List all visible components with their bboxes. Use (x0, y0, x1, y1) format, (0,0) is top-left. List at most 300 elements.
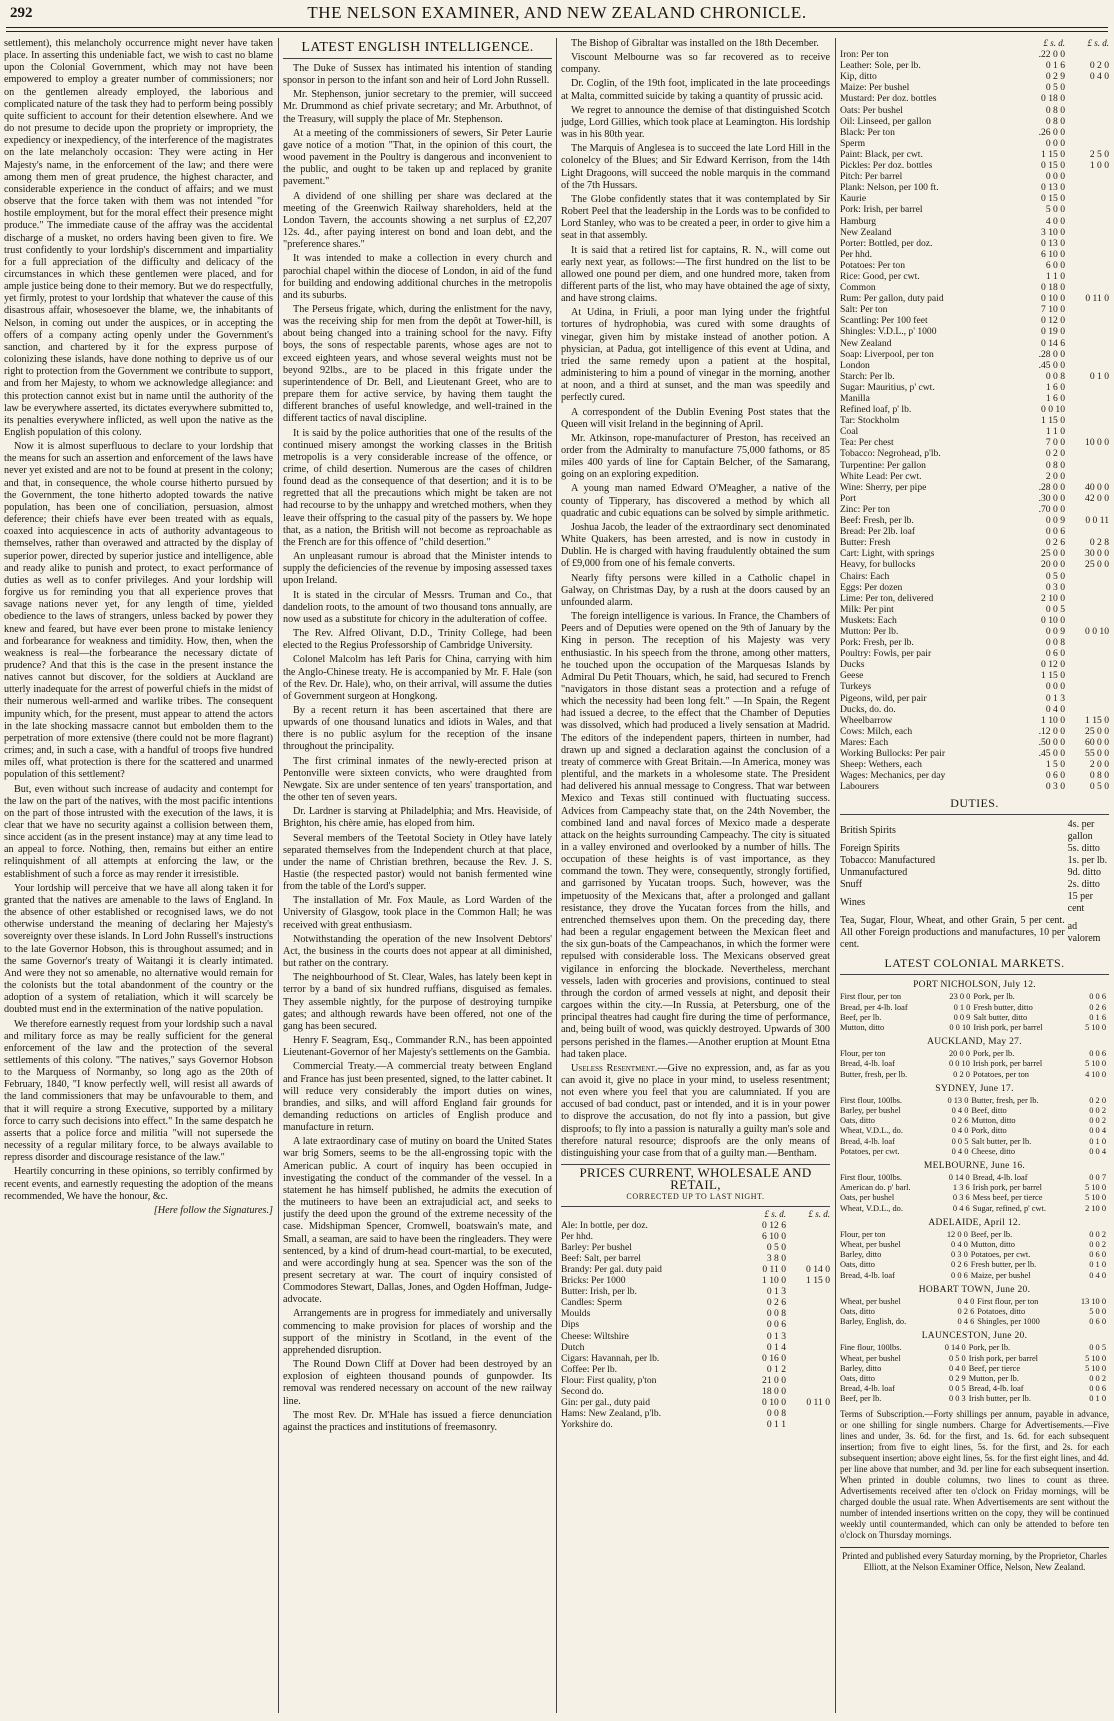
price-high (1065, 271, 1109, 282)
price-row (561, 1375, 830, 1386)
price-item: Cheese: Wiltshire (561, 1330, 629, 1342)
price-row (840, 626, 1109, 637)
price-item: Turpentine: Per gallon (840, 459, 926, 471)
price-item: Sperm (840, 137, 866, 149)
price-row (840, 404, 1109, 415)
price-row (840, 171, 1109, 182)
price-row (561, 1342, 830, 1353)
market-price: 0 2 0 (1089, 1095, 1106, 1105)
price-low: 0 13 0 (1041, 237, 1065, 249)
news-paragraph: A young man named Edward O'Meagher, a native of the county of Tipperary, has discovered a method by which all quadratic and cubic equations can be solved by simple arithmetic. (561, 483, 830, 519)
duty-rate: ad valorem (1067, 921, 1101, 945)
price-item: New Zealand (840, 226, 892, 238)
column-3 (561, 38, 830, 1713)
price-item: London (840, 359, 870, 371)
market-item: First flour, per ton (840, 992, 902, 1002)
price-low: 25 0 0 (1041, 548, 1065, 560)
price-row (840, 160, 1109, 171)
price-low: 0 0 8 (1045, 637, 1065, 649)
price-low: 0 1 3 (1045, 692, 1065, 704)
price-low: 1 1 0 (1045, 426, 1065, 438)
paragraph: Your lordship will perceive that we have all along taken it for granted that the natives are amenable to the laws of England. In the absence of other established or recognised laws, we do not otherwise understand the meaning of declaring her Majesty's sovereignty over these islands. In Lord John Russell's instructions to the late Governor Hobson, this is throughout assumed; and in the same Governor's treaty of Waitangi it is clearly intimated. And were they not so amenable, no alternative would remain for the colonists but the total abandonment of the country or the adoption of a system of retaliation, which it will scarcely be doubted must end in the extermination of the native population. (4, 882, 273, 1016)
price-high (1065, 182, 1109, 193)
price-item: Cows: Milch, each (840, 725, 913, 737)
market-item: Bread, 4-lb. loaf (968, 1384, 1024, 1394)
price-item: Per hhd. (840, 248, 872, 260)
price-high (1065, 238, 1109, 249)
price-row (561, 1220, 830, 1231)
price-low: .26 0 0 (1038, 126, 1065, 138)
news-paragraph: Dr. Coglin, of the 19th foot, implicated in the late proceedings at Malta, committed suicide by taking a quantity of prussic acid. (561, 78, 830, 102)
market-item: Beef, per tierce (968, 1363, 1021, 1373)
market-price: 0 2 6 (951, 1116, 969, 1126)
market-item: Potatoes, per cwt. (840, 1146, 900, 1156)
price-high (1065, 349, 1109, 360)
price-row (840, 382, 1109, 393)
market-place: MELBOURNE, June 16. (923, 1161, 1026, 1172)
price-item: Manilla (840, 393, 870, 404)
price-high: 0 5 0 (1089, 781, 1109, 793)
market-price: 0 1 0 (1089, 1136, 1106, 1146)
price-low: 1 5 0 (1045, 759, 1065, 771)
price-high (1065, 282, 1109, 293)
market-price: 0 0 4 (1089, 1126, 1106, 1136)
price-high (1065, 659, 1109, 670)
price-row (840, 216, 1109, 227)
market-item: Bread, per 4-lb. loaf (840, 1002, 908, 1012)
price-item: Paint: Black, per cwt. (840, 148, 923, 160)
price-low: 0 8 0 (1045, 104, 1065, 116)
market-place: LAUNCESTON, June 20. (921, 1331, 1028, 1342)
market-item: First flour, 100lbs. (840, 1095, 903, 1105)
price-low: 0 1 3 (766, 1286, 786, 1298)
market-place: SYDNEY, June 17. (935, 1083, 1014, 1094)
duty-row (840, 867, 1109, 879)
news-paragraph: Nearly fifty persons were killed in a Catholic chapel in Galway, on Christmas Day, by a rush at the doors caused by an unfounded alarm. (561, 572, 830, 608)
duty-item: Snuff (840, 879, 863, 891)
price-low: 0 1 6 (1045, 60, 1065, 72)
duty-row (840, 855, 1109, 867)
price-item: Mustard: Per doz. bottles (840, 93, 937, 105)
market-place: PORT NICHOLSON, July 12. (913, 980, 1036, 991)
price-item: Coal (840, 426, 859, 438)
market-price: 0 0 2 (1089, 1116, 1106, 1126)
news-paragraph: Joshua Jacob, the leader of the extraordinary sect denominated White Quakers, has been arrested, and is now in custody in Dublin. He is charged with having fraudulently obtained the sum of £9,000 from one of his female converts. (561, 521, 830, 570)
price-row (840, 105, 1109, 116)
market-row (840, 1250, 1109, 1260)
market-row (840, 1013, 1109, 1023)
price-low: 21 0 0 (762, 1374, 786, 1386)
news-paragraph: It is stated in the circular of Messrs. Truman and Co., that dandelion roots, to the amount of two thousand tons annually, are now used as a substitute for chicory in the adulteration of coffee. (283, 589, 552, 625)
news-paragraph: The first criminal inmates of the newly-erected prison at Pentonville were sixteen convicts, who were draughted from Newgate. Six are under sentence of ten years' transportation, and the other ten of seven years. (283, 755, 552, 804)
price-item: Barley: Per bushel (561, 1241, 632, 1253)
price-item: Pitch: Per barrel (840, 171, 903, 183)
market-price: 5 0 0 (1089, 1307, 1106, 1317)
running-header (0, 0, 1114, 26)
news-paragraph: The Duke of Sussex has intimated his intention of standing sponsor in person to the infant son and heir of Lord John Russell. (283, 63, 552, 87)
market-table (840, 1297, 1109, 1328)
price-row (840, 471, 1109, 482)
price-low: 0 10 0 (1041, 293, 1065, 305)
price-item: Beef: Salt, per barrel (561, 1252, 641, 1264)
price-low: 0 1 4 (766, 1341, 786, 1353)
market-price: 0 2 6 (1089, 1002, 1106, 1012)
price-low: .45 0 0 (1038, 748, 1065, 759)
price-low: 0 5 0 (1045, 570, 1065, 582)
price-high (1065, 471, 1109, 482)
market-item: Potatoes, per ton (972, 1069, 1029, 1079)
market-price: 0 6 0 (1089, 1317, 1106, 1327)
news-paragraph: The Rev. Alfred Olivant, D.D., Trinity College, had been elected to the Regius Professorship of Cambridge University. (283, 628, 552, 652)
market-item: Bread, 4-lb. loaf (840, 1384, 895, 1394)
units-row: £ s. d. £ s. d. (764, 1208, 830, 1219)
duty-item: Foreign Spirits (840, 843, 900, 855)
market-item: Beef, per lb. (840, 1394, 882, 1404)
price-low: 0 1 1 (766, 1419, 786, 1431)
price-item: Heavy, for bullocks (840, 559, 916, 571)
column-divider (556, 38, 557, 1713)
market-table (840, 992, 1109, 1033)
market-row (840, 1354, 1109, 1364)
colonial-markets (840, 979, 1109, 1404)
market-row (840, 1260, 1109, 1270)
price-high (1065, 105, 1109, 116)
price-high: 42 0 0 (1085, 492, 1109, 504)
price-row (840, 304, 1109, 315)
market-row (840, 1307, 1109, 1317)
price-low: 1 15 0 (1041, 415, 1065, 427)
price-low: 0 2 6 (1045, 537, 1065, 549)
price-high (786, 1331, 830, 1342)
price-low: 1 15 0 (1041, 148, 1065, 160)
market-item: Pork, ditto (971, 1126, 1007, 1136)
price-high (1065, 593, 1109, 604)
market-row (840, 1240, 1109, 1250)
price-high (1065, 49, 1109, 60)
market-item: Fresh butter, per lb. (970, 1260, 1037, 1270)
market-item: Irish pork, per barrel (972, 1059, 1043, 1069)
price-low: 0 3 0 (1045, 781, 1065, 793)
price-row (840, 737, 1109, 748)
price-item: Rice: Good, per cwt. (840, 270, 920, 282)
market-row (840, 1106, 1109, 1116)
price-item: Geese (840, 670, 864, 682)
price-row (840, 448, 1109, 459)
price-high (1065, 404, 1109, 415)
price-high (786, 1386, 830, 1397)
price-high: 0 2 0 (1089, 60, 1109, 72)
duty-rate: 4s. per gallon (1067, 819, 1095, 843)
price-row (840, 338, 1109, 349)
market-item: Salt butter, ditto (973, 1012, 1028, 1022)
price-item: White Lead: Per cwt. (840, 470, 922, 482)
price-high: 1 15 0 (806, 1275, 830, 1287)
market-item: American do. p' barl. (840, 1183, 911, 1193)
news-paragraph: The foreign intelligence is various. In France, the Chambers of Peers and of Deputies were opened on the 9th of January by the King in person. The reception of his Majesty was very enthusiastic. In his speech from the throne, among other matters, he touched upon the occupation of the Marquesas Islands by Admiral Du Petit Thouars, which, he said, had secured to French "navigators in those distant seas a protection and a refuge of which the necessity had been long felt." —In Spain, the Regent had issued a decree, to the effect that the Chamber of Deputies was dissolved, which had produced a lively sensation at Madrid. The editors of the independent papers, thirteen in number, had drawn up and signed a declaration against the conclusion of a treaty of commerce with Great Britain.—In America, money was plentiful, and the markets in a wholesome state. The President had delivered his annual message to Congress. That war between Mexico and Texas still continued with fluctuating success. Advices from Campeachy state that, on the 24th November, the combined land and naval forces of Mexico made a desperate attack on the heights surrounding Campeachy. The city is situated in a valley environed and overlooked by a number of hills. The occupation of these heights is of vast importance, as they command the town. They were, consequently, strongly fortified, and garrisoned by Yucatan troops. Such, however, was the impetuosity of the Mexicans that, after a prolonged and gallant resistance, they drove the Yucatan forces from the hills, and entrenched themselves upon them. On the preceding day, there had been a regular engagement between the Mexican fleet and the six gun-boats of the Campeachanos, in which the former were repulsed with considerable loss. The Mexicans observed great vigilance in enforcing the blockade. Nevertheless, merchant vessels, laden with groceries and provisions, continued to steal through the cordon of armed vessels at night, and deposit their cargoes within the city.—In Russia, at Petersburg, one of the principal theatres had caught fire during the time of performance, and, being built of wood, was quickly destroyed. Upwards of 300 persons perished in the flames.—Another eruption at Mount Etna had taken place. (561, 611, 830, 1060)
market-item: Bread, 4-lb. loaf (840, 1059, 895, 1069)
price-row (840, 604, 1109, 615)
market-price: 0 0 3 (948, 1394, 966, 1404)
duty-row (840, 891, 1109, 915)
news-paragraph: The Marquis of Anglesea is to succeed the late Lord Hill in the colonelcy of the Blues; and Sir Edward Kerrison, from the 14th Light Dragoons, will succeed the noble marquis in the command of the 7th Hussars. (561, 143, 830, 191)
duty-item: British Spirits (840, 825, 896, 837)
useless-heading: Useless Resentment. (571, 1062, 658, 1074)
paragraph: But, even without such increase of audacity and contempt for the law on the part of the natives, with the most pacific intentions on the part of those intrusted with the execution of the laws, it is clear that we have no security against a collision between them, since accident (as in the present instance) may at any time lead to an appeal to force. Nothing, then, remains but either an entire relinquishment of all attempts at enforcing the law, or the establishment of such a force as may render it irresistible. (4, 783, 273, 880)
market-item: Mutton, ditto (970, 1240, 1015, 1250)
price-item: Potatoes: Per ton (840, 259, 906, 271)
price-item: Shingles: V.D.L., p' 1000 (840, 326, 937, 338)
market-row (840, 1096, 1109, 1106)
price-item: Scantling: Per 100 feet (840, 315, 928, 327)
market-price: 0 4 0 (951, 1240, 968, 1250)
price-high (786, 1286, 830, 1297)
news-paragraph: At Udina, in Friuli, a poor man lying under the frightful tortures of hydrophobia, was cured with some draughts of vinegar, given him by mistake instead of another potion. A physician, at Padua, got intelligence of this event at Udina, and tried the same remedy upon a patient at the hospital, administering to him a pound of vinegar in the morning, another at noon, and a third at sunset, and the man was speedily and perfectly cured. (561, 307, 830, 404)
market-item: Potatoes, ditto (977, 1307, 1026, 1317)
price-high (786, 1220, 830, 1231)
price-high (1065, 171, 1109, 182)
price-row (561, 1231, 830, 1242)
market-row (840, 1343, 1109, 1353)
market-price: 12 0 0 (946, 1229, 968, 1239)
price-item: New Zealand (840, 337, 892, 349)
price-item: Turkeys (840, 681, 872, 693)
price-high (1065, 604, 1109, 615)
market-place: AUCKLAND, May 27. (927, 1037, 1022, 1048)
price-item: Pork: Irish, per barrel (840, 204, 923, 216)
price-high (1065, 637, 1109, 648)
market-row (840, 1193, 1109, 1203)
market-price: 0 2 9 (948, 1374, 966, 1384)
price-high: 55 0 0 (1085, 748, 1109, 759)
price-low: 7 0 0 (1045, 437, 1065, 449)
price-item: Candles: Sperm (561, 1297, 623, 1309)
price-row (840, 60, 1109, 71)
market-price: 0 0 4 (1089, 1146, 1106, 1156)
price-row (840, 704, 1109, 715)
market-item: Cheese, ditto (971, 1146, 1016, 1156)
price-row (840, 138, 1109, 149)
price-row (840, 493, 1109, 504)
news-paragraph: An unpleasant rumour is abroad that the Minister intends to supply the deficiencies of the revenue by imposing assessed taxes upon Ireland. (283, 551, 552, 587)
price-row (840, 781, 1109, 792)
column-divider (835, 38, 836, 1713)
market-item: Salt butter, per lb. (971, 1136, 1032, 1146)
price-item: Per hhd. (561, 1230, 593, 1242)
price-high: 2 0 0 (1089, 759, 1109, 771)
market-price: 0 2 6 (951, 1260, 968, 1270)
price-high: 2 5 0 (1089, 148, 1109, 160)
price-high (1065, 693, 1109, 704)
duty-item: Tea, Sugar, Flour, Wheat, and other Grain, 5 per cent. All other Foreign productions and manufactures, 10 per cent. (840, 915, 1065, 951)
price-low: 1 1 0 (1045, 270, 1065, 282)
price-row (840, 659, 1109, 670)
price-item: Cigars: Havannah, per lb. (561, 1352, 660, 1364)
news-paragraph: Notwithstanding the operation of the new Insolvent Debtors' Act, the business in the courts does not appear at all diminished, but rather on the contrary. (283, 933, 552, 970)
market-price: 5 10 0 (1085, 1363, 1106, 1373)
price-low: 6 10 0 (762, 1230, 786, 1242)
news-paragraph: Several members of the Teetotal Society in Otley have lately separated themselves from the Independent church at that place, under the name of Christian brethren, because the Rev. J. S. Hastie (the respected pastor) would not banish fermented wine from the table of the Lord's supper. (283, 832, 552, 893)
price-low: 6 0 0 (1045, 259, 1065, 271)
price-row (840, 759, 1109, 770)
price-item: Plank: Nelson, per 100 ft. (840, 182, 939, 194)
price-row (840, 770, 1109, 781)
price-item: Mares: Each (840, 736, 889, 748)
price-high (786, 1353, 830, 1364)
price-low: 1 6 0 (1045, 393, 1065, 404)
price-item: Eggs: Per dozen (840, 581, 903, 593)
duties-heading: DUTIES. (840, 796, 1109, 815)
price-item: Butter: Irish, per lb. (561, 1286, 637, 1298)
price-row (840, 437, 1109, 448)
price-row (840, 582, 1109, 593)
price-item: Butter: Fresh (840, 537, 891, 549)
price-high (1065, 504, 1109, 515)
market-row (840, 1271, 1109, 1281)
price-low: 4 0 0 (1045, 215, 1065, 227)
market-row (840, 1059, 1109, 1069)
price-low: 0 2 9 (1045, 71, 1065, 83)
market-row (840, 1374, 1109, 1384)
market-price: 0 4 0 (948, 1363, 966, 1373)
price-low: 0 5 0 (766, 1241, 786, 1253)
price-item: Pigeons, wild, per pair (840, 692, 927, 704)
page-number: 292 (10, 4, 33, 21)
market-row (840, 1003, 1109, 1013)
price-item: Poultry: Fowls, per pair (840, 648, 932, 660)
market-row (840, 1183, 1109, 1193)
price-item: Refined loaf, p' lb. (840, 404, 912, 416)
news-paragraph: It is said that a retired list for captains, R. N., will come out early next year, as follows:—The first hundred on the list to be allowed one pound per diem, and one hundred more, taken from different parts of the list, who may have obtained the age of sixty, and have strong claims. (561, 244, 830, 305)
news-paragraph: The neighbourhood of St. Clear, Wales, has lately been kept in terror by a band of six hundred ruffians, disguised as females. They assemble nightly, for the purpose of destroying turnpike gates; and although rewards have been offered, not one of the gang has been secured. (283, 972, 552, 1032)
price-high (786, 1231, 830, 1242)
price-item: Hamburg (840, 215, 877, 227)
price-item: Dutch (561, 1341, 585, 1353)
price-high (1065, 526, 1109, 537)
price-high (1065, 260, 1109, 271)
market-price: 4 10 0 (1085, 1069, 1106, 1079)
market-item: Oats, per bushel (840, 1193, 895, 1203)
price-row (840, 593, 1109, 604)
news-paragraph: Mr. Stephenson, junior secretary to the premier, will succeed Mr. Drummond as chief private secretary; and Mr. Arbuthnot, of the Treasury, will supply the place of Mr. Stephenson. (283, 89, 552, 125)
news-paragraph: A late extraordinary case of mutiny on board the United States war brig Somers, seems to be the all-engrossing topic with the American public. A court of inquiry has been occupied in investigating the conduct of the commander of the vessel. In a statement he has himself published, he admits the execution of the mutineers to have been an extrajudicial act, and seeks to justify the deed upon the ground of the extreme necessity of the case. Midshipman Spencer, Cromwell, boatswain's mate, and Small, a seaman, are said to have been the ringleaders. They were sentenced, by a kind of drum-head court-martial, to be executed, and were accordingly hung at sea. Spencer was the son of the present secretary at war. The court of inquiry consisted of Commodores Stewart, Dallas, Jones, and Ogden Hoffman, Judge-advocate. (283, 1136, 552, 1306)
price-high (1065, 138, 1109, 149)
price-high (1065, 415, 1109, 426)
price-high: 1 0 0 (1089, 160, 1109, 172)
price-low: 0 19 0 (1041, 326, 1065, 338)
price-high (1065, 82, 1109, 93)
price-row (840, 238, 1109, 249)
section-heading: LATEST ENGLISH INTELLIGENCE. (283, 40, 552, 59)
price-low: 0 8 0 (1045, 115, 1065, 127)
price-item: Iron: Per ton (840, 49, 889, 61)
price-low: .28 0 0 (1038, 348, 1065, 360)
price-low: 0 0 0 (1045, 681, 1065, 693)
market-item: Barley, English, do. (840, 1317, 907, 1327)
price-row (840, 571, 1109, 582)
price-low: 0 0 8 (766, 1408, 786, 1420)
price-low: 0 18 0 (1041, 93, 1065, 105)
market-price: 0 3 0 (951, 1250, 968, 1260)
price-row (840, 326, 1109, 337)
price-high: 0 11 0 (806, 1397, 830, 1409)
price-high (1065, 393, 1109, 404)
price-high (1065, 204, 1109, 215)
price-high (1065, 93, 1109, 104)
news-paragraph: By a recent return it has been ascertained that there are upwards of one thousand lunatics and idiots in Wales, and that there is no public asylum for the reception of the insane throughout the principality. (283, 704, 552, 753)
market-item: Oats, ditto (840, 1260, 875, 1270)
price-row (840, 293, 1109, 304)
market-row (840, 1317, 1109, 1327)
news-paragraph: At a meeting of the commissioners of sewers, Sir Peter Laurie gave notice of a motion "That, in the opinion of this court, the wood pavement in the Poultry is dangerous and inconvenient to the public, and ought to be taken up and replaced by granite pavement." (283, 127, 552, 188)
price-row (840, 693, 1109, 704)
price-row (840, 182, 1109, 193)
price-row (840, 515, 1109, 526)
price-row (561, 1408, 830, 1419)
price-item: Beef: Fresh, per lb. (840, 515, 914, 527)
header-rule (6, 27, 1108, 28)
price-item: Mutton: Per lb. (840, 625, 899, 637)
market-price: 0 0 5 (1089, 1343, 1106, 1353)
market-item: Barley, ditto (840, 1363, 882, 1373)
price-low: .22 0 0 (1038, 49, 1065, 61)
price-row (840, 393, 1109, 404)
price-row (840, 482, 1109, 493)
price-high (786, 1253, 830, 1264)
price-high: 0 0 11 (1085, 515, 1109, 527)
price-high (1065, 382, 1109, 393)
price-high (1065, 326, 1109, 337)
price-high (1065, 249, 1109, 260)
price-row (561, 1353, 830, 1364)
price-high: 10 0 0 (1085, 437, 1109, 449)
price-low: 1 10 0 (1041, 714, 1065, 726)
price-low: 3 8 0 (766, 1252, 786, 1264)
price-row (840, 282, 1109, 293)
paragraph: settlement), this melancholy occurrence might never have taken place. In asserting this undeniable fact, we wish to cast no blame upon the Colonial Government, which may not have been empowered to employ a greater number of commissioners; nor on the gentlemen already employed, the laborious and complicated nature of the task they had to perform being possibly quite sufficient to account for their detention elsewhere. And we do not presume to decide upon the propriety or impropriety, the expediency or inexpediency, of the interference of the magistrates on the late melancholy occasion: They were acting in Her Majesty's name, in the enforcement of the law; and there were among them men of great prudence, the highest character, and considerable experience in the conduct of affairs; and we must observe that the force taken with them was not intended "for hostile employment, but for the moral effect their presence might produce." The immediate cause of the affray was the accidental discharge of a musket, no orders having been given to fire. We trust confidently to your lordship's discernment and impartiality for a full appreciation of the difficulty and delicacy of the circumstances in which these gentlemen were placed, and for ample justice being done to their memory. But we do respectfully, yet firmly, protest to your lordship that whatever the cause of this disastrous affair, whosesoever the blame, we, the inhabitants of Nelson, in coming out under the auspices, or in accepting the offers of a company acting openly under the Government's sanction, and chartered by it for the express purpose of colonizing these islands, have done nothing to deprive us of our right to protection from the Government we contribute to support, and from her Majesty, to whom we acknowledge allegiance: and this protection cannot exist but in name until the authority of the law be everywhere asserted, its dictates everywhere submitted to, its penalties everywhere inflicted, as well upon the native as the English population of this colony. (4, 38, 273, 438)
price-item: Porter: Bottled, per doz. (840, 237, 933, 249)
price-row (840, 460, 1109, 471)
price-row (840, 82, 1109, 93)
prices-current-header (561, 1164, 830, 1206)
market-item: Butter, fresh, per lb. (971, 1095, 1039, 1105)
price-low: 2 10 0 (1041, 592, 1065, 604)
price-row (840, 204, 1109, 215)
market-price: 5 10 0 (1085, 1059, 1106, 1069)
market-row (840, 1137, 1109, 1147)
market-item: Beef, per lb. (840, 1012, 882, 1022)
duty-rate: 2s. ditto (1067, 879, 1100, 891)
market-price: 0 13 0 (947, 1095, 969, 1105)
market-item: Wheat, V.D.L., do. (840, 1126, 903, 1136)
duties-table (840, 819, 1109, 951)
market-row (840, 1230, 1109, 1240)
market-price: 1 3 6 (952, 1183, 970, 1193)
price-high (1065, 615, 1109, 626)
news-paragraph: Viscount Melbourne was so far recovered as to receive company. (561, 52, 830, 76)
price-high: 25 0 0 (1085, 725, 1109, 737)
market-row (840, 992, 1109, 1002)
price-high (1065, 315, 1109, 326)
market-price: 0 1 0 (1089, 1260, 1106, 1270)
market-item: Wheat, per bushel (840, 1296, 901, 1306)
price-low: 0 12 0 (1041, 315, 1065, 327)
market-item: Irish butter, per lb. (968, 1394, 1031, 1404)
market-price: 0 4 6 (957, 1317, 975, 1327)
price-low: 7 10 0 (1041, 304, 1065, 316)
market-item: Wheat, per bushel (840, 1240, 901, 1250)
price-high (786, 1419, 830, 1430)
price-item: Ducks (840, 659, 865, 671)
